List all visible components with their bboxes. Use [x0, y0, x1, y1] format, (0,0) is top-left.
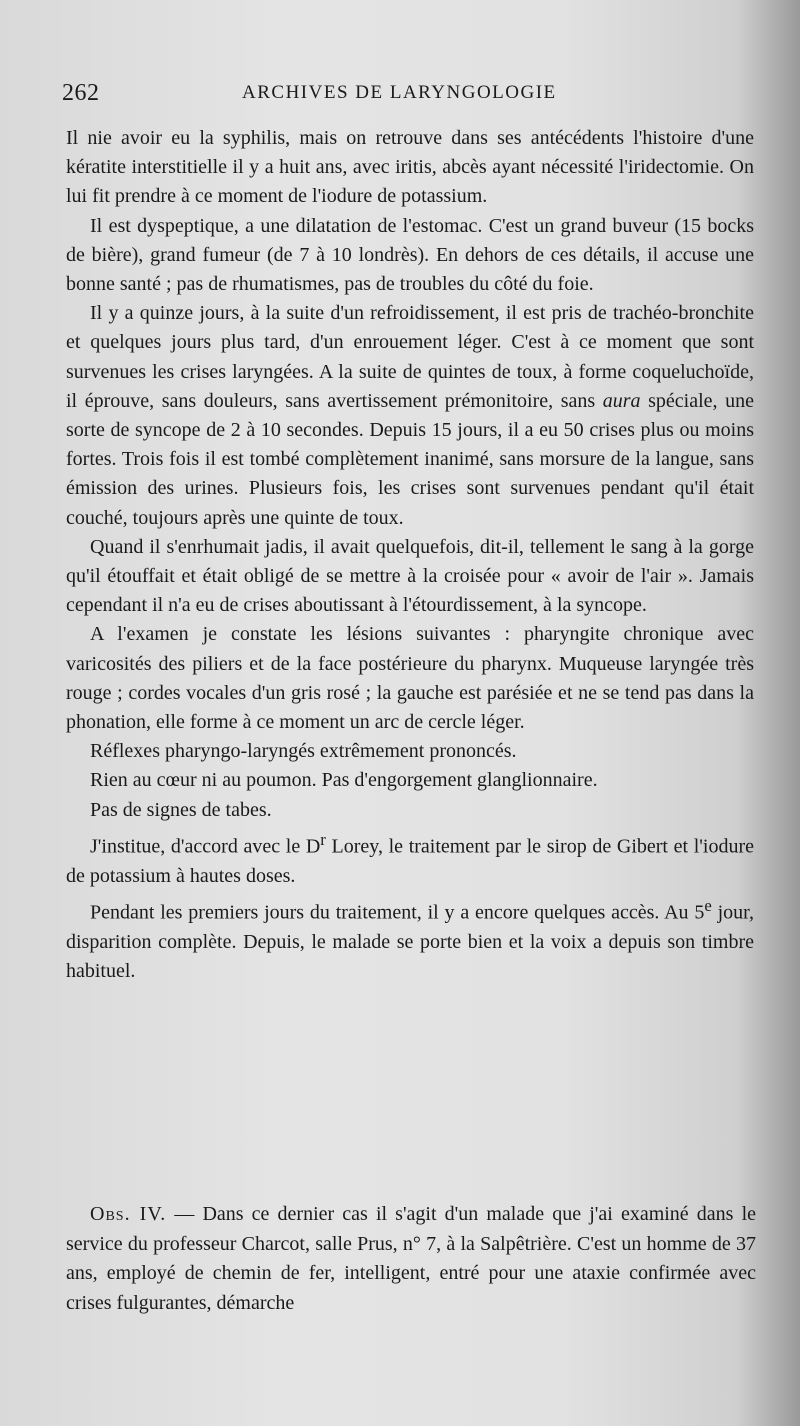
paragraph: Quand il s'enrhumait jadis, il avait quelquefois, dit-il, tellement le sang à la gorge qu'il étouffait et était obligé de se mettre à la croisée pour « avoir de l'air ». Jamais cependant il n'a eu de crises aboutissant à l'étourdissement, à la syncope.	[66, 535, 754, 617]
paragraph	[66, 299, 754, 533]
observation-text: — Dans ce dernier cas il s'agit d'un malade que j'ai examiné dans le service du professeur Charcot, salle Prus, n° 7, à la Salpêtrière. C'est un homme de 37 ans, employé de chemin de fer, intelligent, entré pour une ataxie confirmée avec crises fulgurantes, démarche	[66, 1203, 757, 1314]
paragraph	[66, 825, 754, 891]
observation-section	[66, 1200, 756, 1318]
observation-label: Obs. IV.	[90, 1203, 167, 1225]
paragraph-text: Lorey, le traitement par le sirop de Gibert et l'iodure de potassium à hautes doses.	[66, 835, 754, 887]
page-number: 262	[62, 80, 100, 106]
paragraph-text: J'institue, d'accord avec le D	[90, 835, 321, 858]
paragraph-text: Il y a quinze jours, à la suite d'un refroidissement, il est pris de trachéo-bronchite et quelques jours plus tard, d'un enrouement léger. C'est à ce moment que sont survenues les crises laryngées. A la suite de quintes de toux, à forme coqueluchoïde, il éprouve, sans douleurs, sans avertissement prémonitoire, sans	[66, 302, 754, 412]
running-title: ARCHIVES DE LARYNGOLOGIE	[242, 82, 557, 103]
superscript: e	[704, 895, 712, 915]
paragraph-text: jour, disparition complète. Depuis, le malade se porte bien et la voix a depuis son timbre habituel.	[66, 901, 755, 982]
italic-word: aura	[602, 389, 641, 412]
paragraph: Réflexes pharyngo-laryngés extrêmement prononcés.	[90, 740, 517, 763]
superscript: r	[320, 829, 326, 849]
paragraph: A l'examen je constate les lésions suivantes : pharyngite chronique avec varicosités des piliers et de la face postérieure du pharynx. Muqueuse laryngée très rouge ; cordes vocales d'un gris rosé ; la gauche est parésiée et ne se tend pas dans la phonation, elle forme à ce moment un arc de cercle léger.	[66, 623, 754, 734]
paragraph: Il est dyspeptique, a une dilatation de l'estomac. C'est un grand buveur (15 bocks de bière), grand fumeur (de 7 à 10 londrès). En dehors de ces détails, il accuse une bonne santé ; pas de rhumatismes, pas de troubles du côté du foie.	[66, 214, 754, 296]
paragraph	[66, 891, 754, 986]
paragraph: Il nie avoir eu la syphilis, mais on retrouve dans ses antécédents l'histoire d'une kératite interstitielle il y a huit ans, avec iritis, abcès ayant nécessité l'iridectomie. On lui fit prendre à ce moment de l'iodure de potassium.	[66, 127, 754, 208]
paragraph-text: Pendant les premiers jours du traitement, il y a encore quelques accès. Au 5	[90, 901, 705, 924]
paragraph: Rien au cœur ni au poumon. Pas d'engorgement glanglionnaire.	[90, 769, 598, 792]
observation-paragraph	[66, 1200, 756, 1318]
body-text	[66, 124, 754, 986]
paragraph: Pas de signes de tabes.	[90, 798, 272, 821]
page-header	[62, 80, 752, 114]
paragraph-text: spéciale, une sorte de syncope de 2 à 10 secondes. Depuis 15 jours, il a eu 50 crises plus ou moins fortes. Trois fois il est tombé complètement inanimé, sans morsure de la langue, sans émission des urines. Plusieurs fois, les crises sont survenues pendant qu'il était couché, toujours après une quinte de toux.	[66, 389, 754, 529]
